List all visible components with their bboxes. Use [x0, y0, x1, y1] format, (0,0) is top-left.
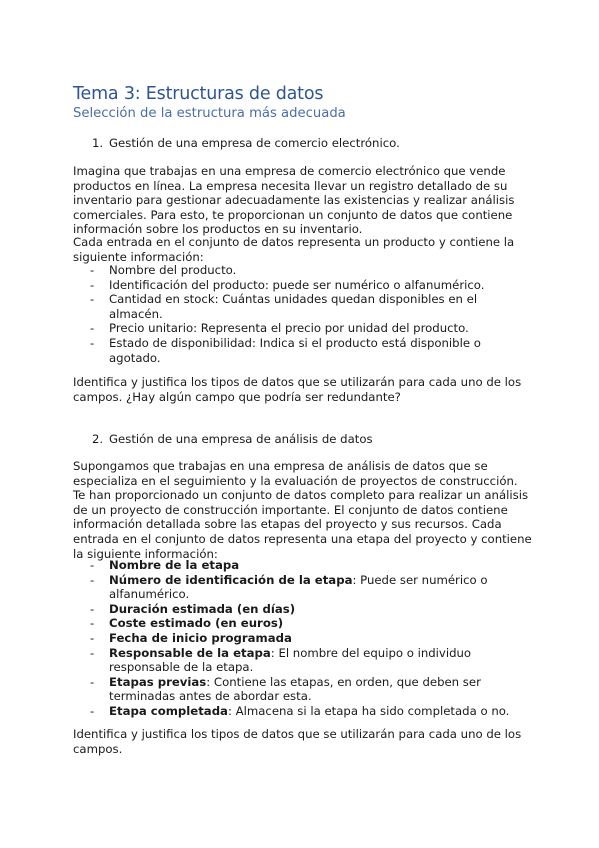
item-bold: Coste estimado (en euros)	[109, 616, 284, 631]
item-text: Estado de disponibilidad: Indica si el producto está disponible o agotado.	[109, 335, 481, 365]
section-2-question: Identifica y justifica los tipos de datos que se utilizarán para cada uno de los campos.	[73, 727, 522, 756]
section-1-question: Identifica y justifica los tipos de datos que se utilizarán para cada uno de los campos. ¿Hay algún campo que podría ser redundante?	[73, 375, 522, 404]
section-1-intro-2: Cada entrada en el conjunto de datos representa un producto y contiene la siguiente información:	[73, 235, 515, 264]
item-text: Identificación del producto: puede ser numérico o alfanumérico.	[109, 277, 485, 292]
item-text: Precio unitario: Representa el precio por unidad del producto.	[109, 321, 469, 336]
item-bold: Fecha de inicio programada	[109, 630, 292, 645]
list-item	[73, 321, 533, 336]
bullet-dash: -	[90, 616, 95, 631]
section-2-heading-text: Gestión de una empresa de análisis de datos	[109, 432, 373, 446]
list-item	[73, 263, 533, 278]
bullet-dash: -	[90, 321, 95, 336]
section-2-intro: Supongamos que trabajas en una empresa de análisis de datos que se especializa en el seguimiento y la evaluación de proyectos de construcción. Te han proporcionado un conjunto de datos completo para realizar un análisis de un proyecto de construcción importante. El conjunto de datos contiene información detallada sobre las etapas del proyecto y sus recursos. Cada entrada en el conjunto de datos representa una etapa del proyecto y contiene la siguiente información:	[73, 459, 532, 561]
bullet-dash: -	[90, 292, 95, 307]
list-item	[73, 336, 533, 365]
list-item	[73, 602, 533, 617]
page-title: Tema 3: Estructuras de datos	[73, 84, 324, 104]
page-subtitle: Selección de la estructura más adecuada	[73, 106, 346, 121]
section-1-heading	[92, 136, 400, 151]
bullet-dash: -	[90, 674, 95, 689]
list-item	[73, 616, 533, 631]
item-text: : Puede ser numérico o alfanumérico.	[109, 572, 488, 602]
list-item	[73, 558, 533, 573]
section-1-intro: Imagina que trabajas en una empresa de comercio electrónico que vende productos en línea. La empresa necesita llevar un registro detallado de su inventario para gestionar adecuadamente las existencias y realizar análisis comerciales. Para esto, te proporcionan un conjunto de datos que contiene información sobre los productos en su inventario.	[73, 164, 515, 237]
bullet-dash: -	[90, 572, 95, 587]
item-bold: Nombre de la etapa	[109, 558, 240, 572]
item-bold: Responsable de la etapa	[109, 645, 271, 660]
bullet-dash: -	[90, 335, 95, 350]
bullet-dash: -	[90, 263, 95, 277]
bullet-dash: -	[90, 558, 95, 572]
section-2-heading	[92, 432, 373, 447]
list-item	[73, 573, 533, 602]
bullet-dash: -	[90, 703, 95, 718]
list-item	[73, 278, 533, 293]
list-item	[73, 292, 533, 321]
item-text: Nombre del producto.	[109, 263, 237, 277]
bullet-dash: -	[90, 630, 95, 645]
list-item	[73, 631, 533, 646]
item-bold: Número de identificación de la etapa	[109, 572, 353, 587]
list-item	[73, 704, 533, 719]
section-1-heading-text: Gestión de una empresa de comercio electrónico.	[109, 136, 400, 150]
item-bold: Etapas previas	[109, 674, 207, 689]
list-item	[73, 675, 533, 704]
item-bold: Duración estimada (en días)	[109, 601, 296, 616]
item-text: : Almacena si la etapa ha sido completada o no.	[227, 703, 510, 718]
item-text: : Contiene las etapas, en orden, que deben ser terminadas antes de abordar esta.	[109, 674, 481, 704]
section-2-number: 2.	[92, 432, 104, 446]
section-2-list	[73, 558, 533, 719]
bullet-dash: -	[90, 645, 95, 660]
item-bold: Etapa completada	[109, 703, 228, 718]
bullet-dash: -	[90, 277, 95, 292]
section-1-list	[73, 263, 533, 365]
item-text: Cantidad en stock: Cuántas unidades quedan disponibles en el almacén.	[109, 292, 478, 321]
section-1-number: 1.	[92, 136, 104, 150]
bullet-dash: -	[90, 601, 95, 616]
item-text: : El nombre del equipo o individuo responsable de la etapa.	[109, 645, 472, 675]
list-item	[73, 646, 533, 675]
